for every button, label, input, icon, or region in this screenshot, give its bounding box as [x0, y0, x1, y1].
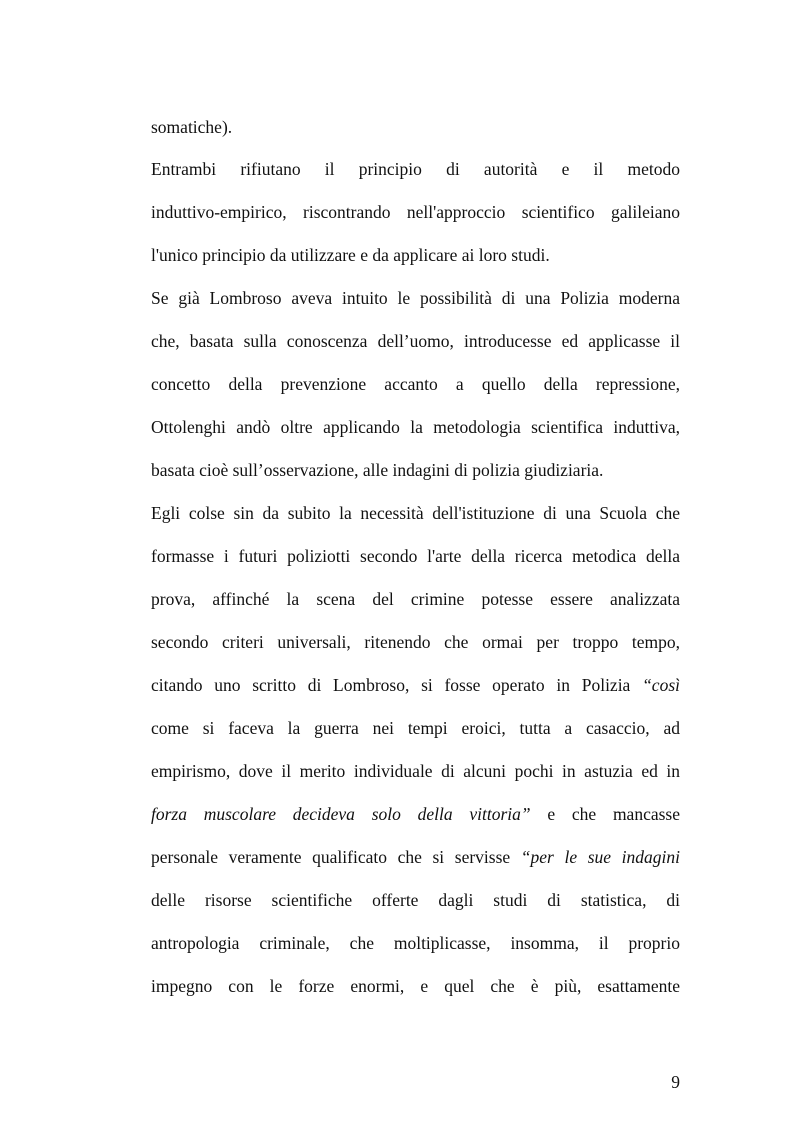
text-line: concetto della prevenzione accanto a quello della repressione, [151, 374, 680, 394]
text-line [151, 803, 680, 825]
text-line: induttivo-empirico, riscontrando nell'approccio scientifico galileiano [151, 202, 680, 222]
text-line: Egli colse sin da subito la necessità dell'istituzione di una Scuola che [151, 503, 680, 523]
text-line: somatiche). [151, 117, 233, 137]
text-line: secondo criteri universali, ritenendo che ormai per troppo tempo, [151, 632, 680, 652]
text-line: formasse i futuri poliziotti secondo l'arte della ricerca metodica della [151, 546, 680, 566]
text-line: Se già Lombroso aveva intuito le possibilità di una Polizia moderna [151, 288, 680, 308]
page-number: 9 [671, 1072, 680, 1092]
text-segment: personale veramente qualificato che si servisse [151, 847, 521, 867]
text-line: delle risorse scientifiche offerte dagli studi di statistica, di [151, 890, 680, 910]
text-line: prova, affinché la scena del crimine potesse essere analizzata [151, 589, 680, 609]
text-segment: e che mancasse [530, 804, 680, 824]
text-line: l'unico principio da utilizzare e da applicare ai loro studi. [151, 245, 550, 265]
text-line: Entrambi rifiutano il principio di autorità e il metodo [151, 159, 680, 179]
text-line: antropologia criminale, che moltiplicasse, insomma, il proprio [151, 933, 680, 953]
text-segment: citando uno scritto di Lombroso, si fosse operato in Polizia [151, 675, 643, 695]
text-line: che, basata sulla conoscenza dell’uomo, introducesse ed applicasse il [151, 331, 680, 351]
text-line: Ottolenghi andò oltre applicando la metodologia scientifica induttiva, [151, 417, 680, 437]
quoted-text: “così [642, 675, 680, 695]
text-line: basata cioè sull’osservazione, alle indagini di polizia giudiziaria. [151, 460, 604, 480]
text-line: come si faceva la guerra nei tempi eroici, tutta a casaccio, ad [151, 718, 680, 738]
quoted-text: forza muscolare decideva solo della vittoria” [151, 804, 531, 824]
quoted-text: “per le sue indagini [520, 847, 680, 867]
text-line [151, 846, 680, 868]
text-line: empirismo, dove il merito individuale di alcuni pochi in astuzia ed in [151, 761, 680, 781]
text-line [151, 674, 680, 696]
text-line: impegno con le forze enormi, e quel che è più, esattamente [151, 976, 680, 996]
